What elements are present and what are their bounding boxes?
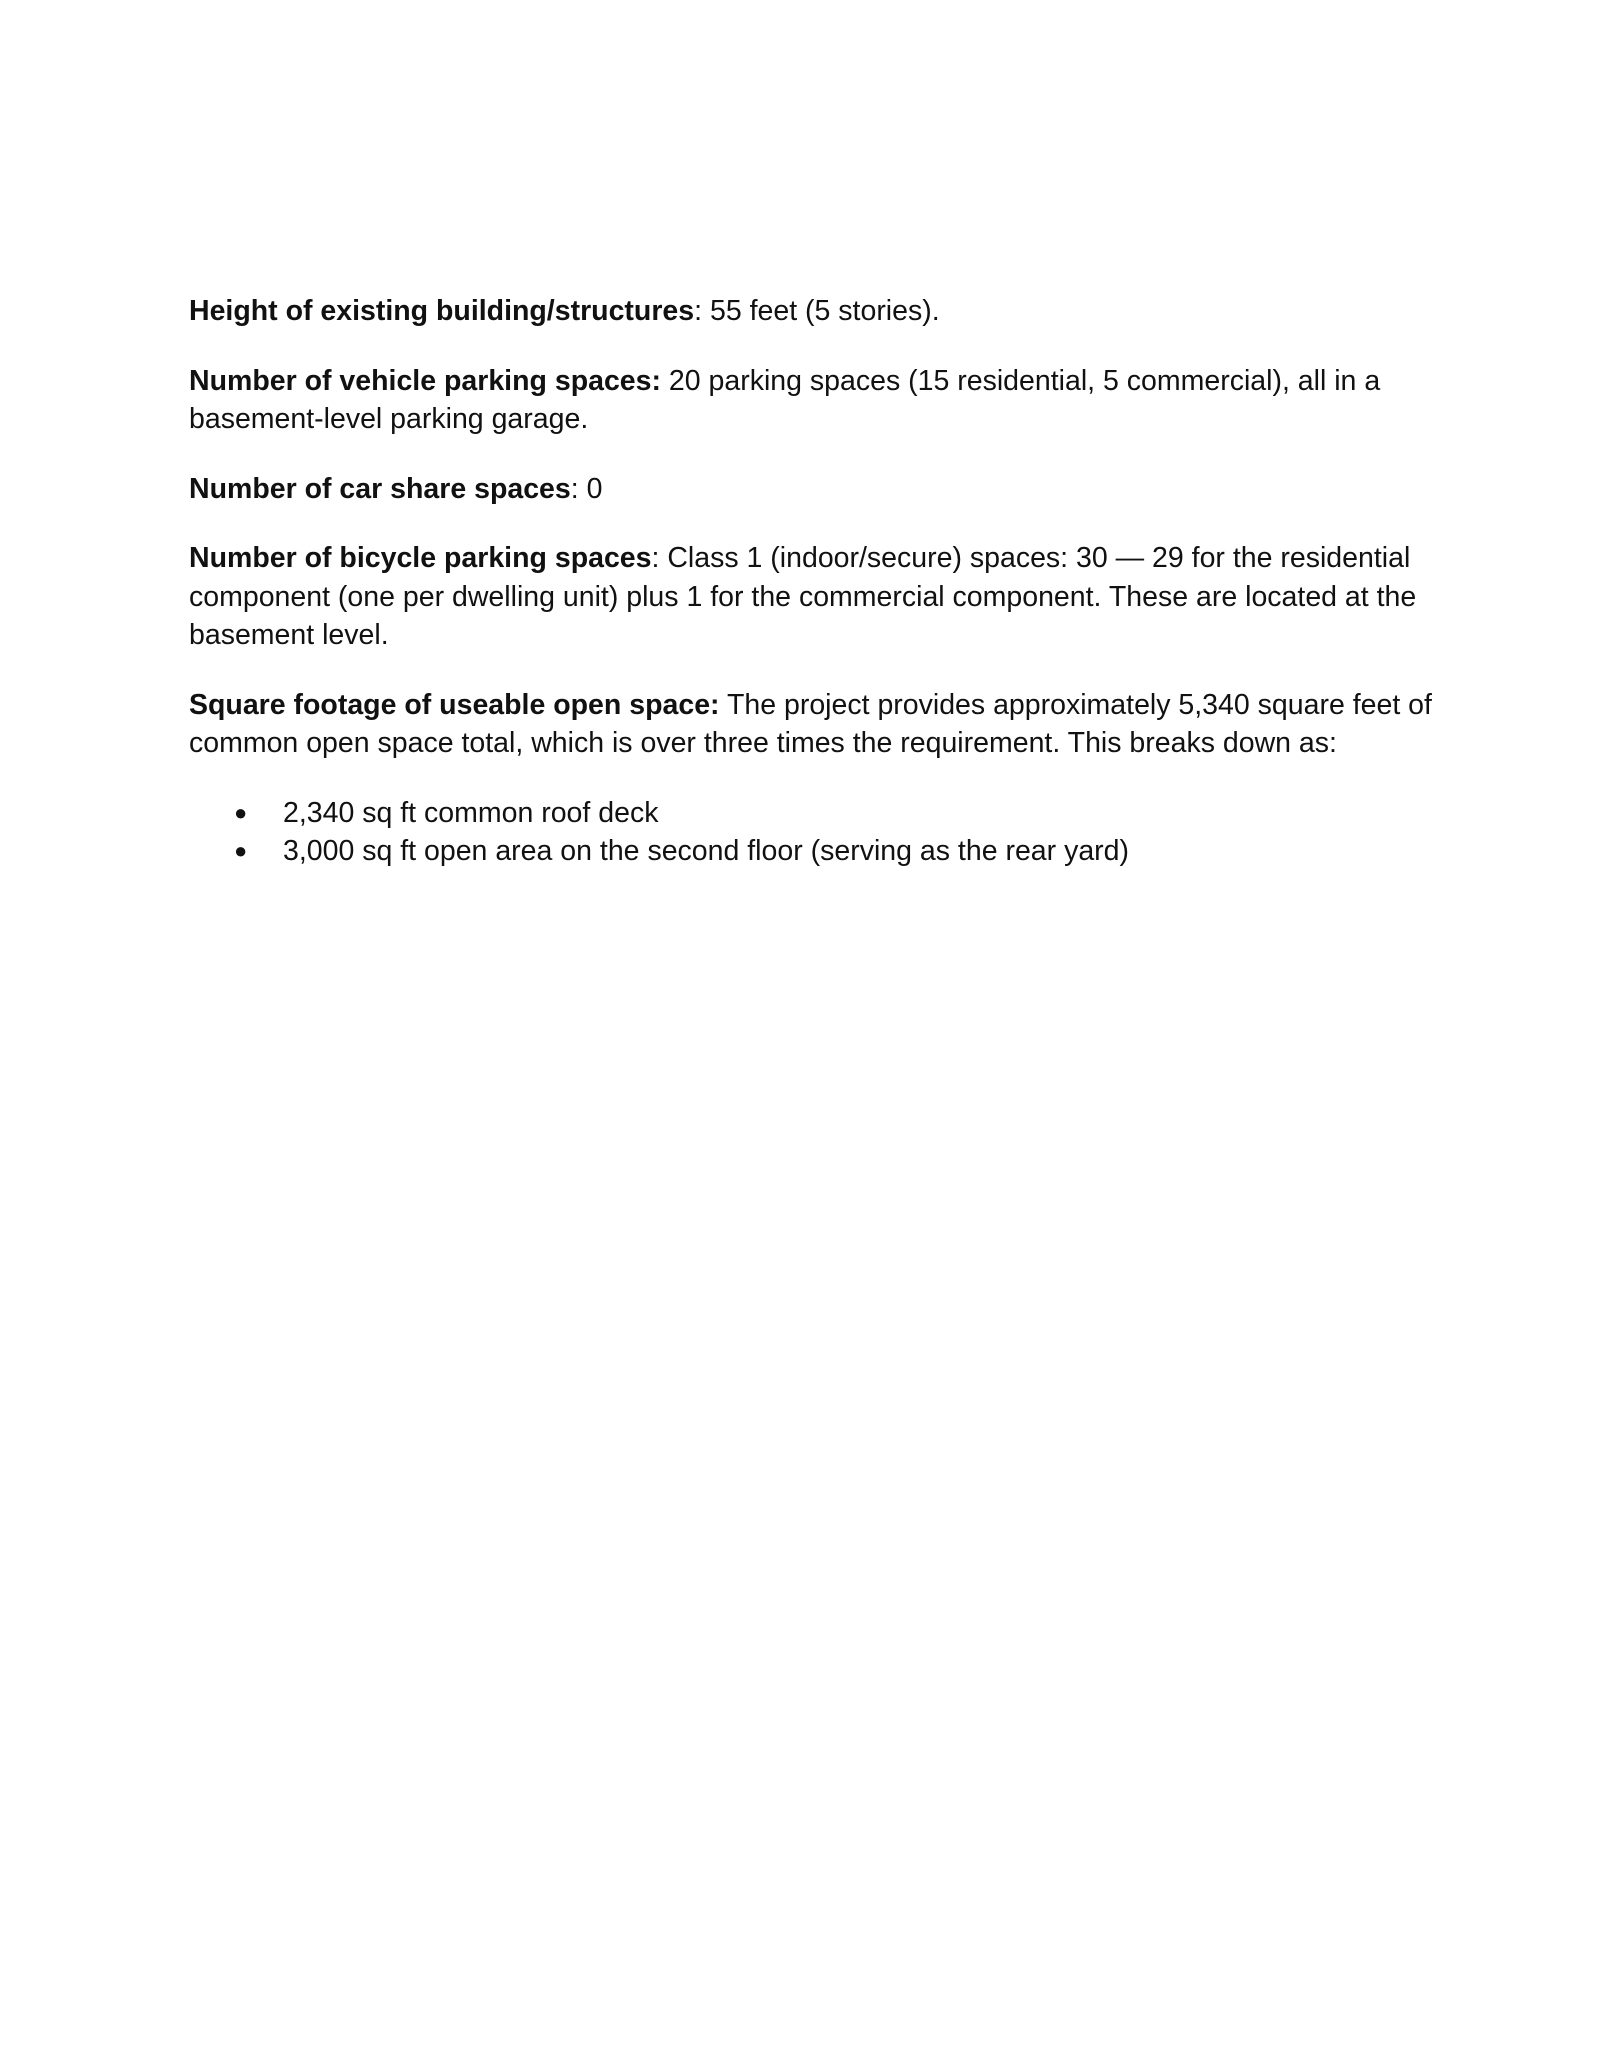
bullet-icon: ●: [234, 799, 248, 825]
field-label: Number of car share spaces: [189, 472, 571, 505]
field-value: The project provides approximately 5,340 square feet of common open space total, which is over three times the requirement. This breaks down as:: [189, 688, 1432, 759]
building-height-field: [189, 292, 1439, 331]
field-value: 55 feet (5 stories).: [702, 295, 940, 327]
car-share-field: [189, 470, 1439, 509]
field-separator: :: [651, 542, 660, 574]
field-label: Height of existing building/structures: [189, 295, 695, 327]
field-label: Square footage of useable open space:: [189, 688, 720, 721]
list-item: [189, 794, 1439, 833]
list-item-text: 2,340 sq ft common roof deck: [283, 796, 659, 829]
vehicle-parking-field: [189, 362, 1439, 439]
open-space-breakdown-list: [189, 794, 1439, 871]
document-page: [189, 292, 1439, 871]
bicycle-parking-field: [189, 539, 1439, 655]
field-label: Number of vehicle parking spaces:: [189, 364, 661, 397]
field-label: Number of bicycle parking spaces: [189, 542, 652, 574]
list-item: [189, 832, 1439, 871]
field-separator: :: [570, 472, 579, 505]
bullet-icon: ●: [234, 838, 248, 863]
list-item-text: 3,000 sq ft open area on the second floor (serving as the rear yard): [283, 835, 1129, 867]
field-value: 0: [578, 472, 603, 505]
field-value: Class 1 (indoor/secure) spaces: 30 — 29 for the residential component (one per dwelling unit) plus 1 for the commercial component. These are located at the basement level.: [189, 542, 1417, 651]
open-space-field: [189, 686, 1439, 763]
field-value: 20 parking spaces (15 residential, 5 commercial), all in a basement-level parking garage.: [189, 364, 1381, 435]
field-separator: :: [694, 295, 703, 327]
